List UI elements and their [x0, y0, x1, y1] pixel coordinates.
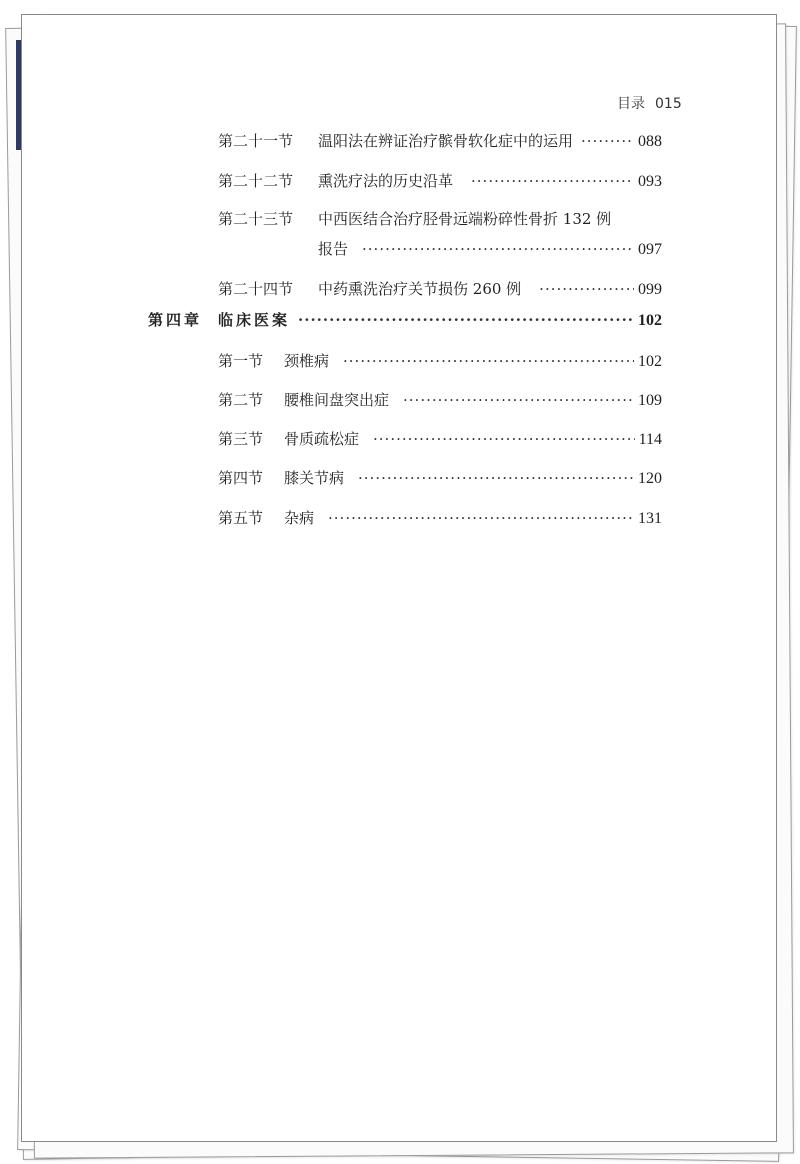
toc-leader [362, 240, 634, 258]
toc-page-number: 102 [638, 312, 662, 329]
toc-section-number: 第二十四节 [218, 280, 294, 298]
toc-chapter-number: 第四章 [148, 311, 203, 329]
toc-entry[interactable] [218, 428, 662, 449]
toc-page-number: 093 [638, 173, 662, 190]
toc-page-number: 120 [638, 470, 662, 487]
toc-title: 温阳法在辨证治疗髌骨软化症中的运用 [318, 132, 574, 150]
toc-page-number: 088 [638, 133, 662, 150]
toc-chapter-title: 临床医案 [218, 311, 291, 329]
toc-entry[interactable] [218, 278, 662, 299]
toc-leader [373, 430, 635, 448]
toc-page [21, 14, 777, 1142]
toc-title: 中药熏洗治疗关节损伤 260 例 [318, 280, 522, 298]
toc-section-number: 第二节 [218, 391, 264, 409]
header-label: 目录 [617, 96, 645, 112]
header-page-number: 015 [655, 96, 682, 112]
toc-title: 膝关节病 [284, 469, 345, 487]
toc-title: 颈椎病 [284, 352, 330, 370]
toc-entry[interactable] [218, 467, 662, 488]
toc-title: 腰椎间盘突出症 [284, 391, 390, 409]
toc-leader [471, 172, 634, 190]
toc-leader [328, 509, 634, 527]
toc-title: 杂病 [284, 509, 315, 527]
toc-title-continuation: 报告 [318, 240, 349, 258]
toc-entry-continuation[interactable] [318, 238, 662, 259]
running-header [617, 93, 682, 113]
toc-section-number: 第一节 [218, 352, 264, 370]
toc-page-number: 097 [638, 241, 662, 258]
toc-title: 中西医结合治疗胫骨远端粉碎性骨折 132 例 [318, 210, 612, 228]
toc-entry[interactable] [218, 507, 662, 528]
toc-section-number: 第二十二节 [218, 172, 294, 190]
toc-leader [403, 391, 634, 409]
toc-leader [539, 280, 634, 298]
toc-section-number: 第四节 [218, 469, 264, 487]
toc-title: 骨质疏松症 [284, 430, 360, 448]
toc-leader [358, 469, 634, 487]
toc-entry[interactable] [218, 389, 662, 410]
toc-section-number: 第五节 [218, 509, 264, 527]
toc-page-number: 099 [638, 281, 662, 298]
toc-chapter-entry[interactable] [148, 309, 662, 330]
toc-leader [343, 352, 634, 370]
toc-entry[interactable] [218, 170, 662, 191]
toc-section-number: 第三节 [218, 430, 264, 448]
toc-leader [298, 311, 634, 329]
toc-page-number: 102 [638, 353, 662, 370]
toc-entry[interactable] [218, 130, 662, 151]
toc-entry[interactable] [218, 350, 662, 371]
toc-title: 熏洗疗法的历史沿革 [318, 172, 454, 190]
toc-page-number: 131 [638, 510, 662, 527]
toc-page-number: 109 [638, 392, 662, 409]
toc-section-number: 第二十一节 [218, 132, 294, 150]
toc-section-number: 第二十三节 [218, 210, 294, 228]
toc-leader [581, 132, 634, 150]
toc-entry[interactable] [218, 208, 662, 229]
toc-page-number: 114 [638, 431, 662, 448]
